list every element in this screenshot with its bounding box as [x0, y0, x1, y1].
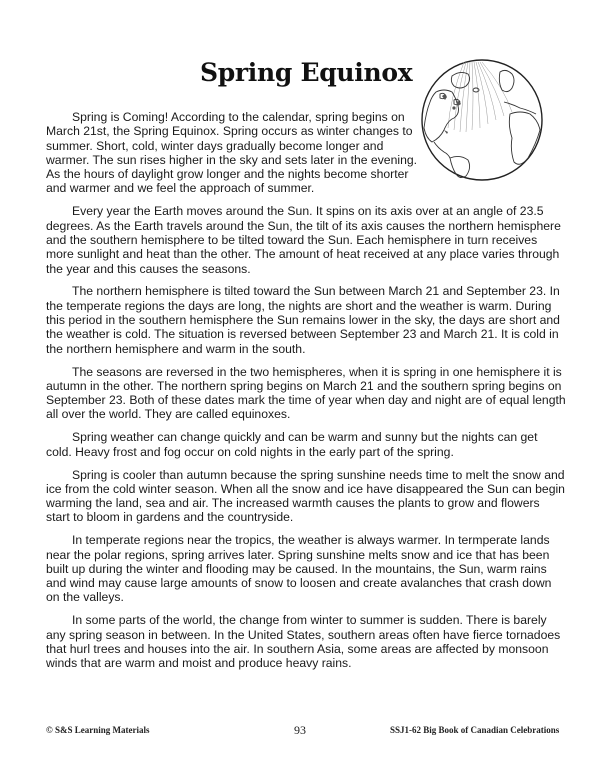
article-body — [46, 110, 566, 679]
paragraph: The northern hemisphere is tilted toward the Sun between March 21 and September 23. In the temperate regions the days are long, the nights are short and the weather is warm. During this period in the southern hemisphere the Sun remains lower in the sky, the days are short and the weather is cold. The situation is reversed between September 23 and March 21. It is cold in the northern hemisphere and warm in the south. — [46, 284, 560, 356]
paragraph: In temperate regions near the tropics, the weather is always warmer. In termperate lands near the polar regions, spring arrives later. Spring sunshine melts snow and ice that has been built up during the winter and flooding may be caused. In the mountains, the Sun, warm rains and wind may cause large amounts of snow to loosen and create avalanches that crash down on the valleys. — [46, 533, 552, 605]
page-number: 93 — [294, 723, 306, 737]
page-footer — [0, 725, 600, 741]
book-title: SSJ1-62 Big Book of Canadian Celebrations — [390, 725, 560, 735]
paragraph: Every year the Earth moves around the Sun. It spins on its axis over at an angle of 23.5 degrees. As the Earth travels around the Sun, the tilt of its axis causes the northern hemisphere and the southern hemisphere to be tilted toward the Sun. Each hemisphere in turn receives more sunlight and heat than the other. The amount of heat received at any place varies through the year and this causes the seasons. — [46, 204, 561, 276]
paragraph: Spring is cooler than autumn because the spring sunshine needs time to melt the snow and ice from the cold winter season. When all the snow and ice have disappeared the Sun can begin warming the land, sea and air. The increased warmth causes the plants to grow and flowers start to bloom in gardens and the countryside. — [46, 467, 565, 525]
paragraph: In some parts of the world, the change from winter to summer is sudden. There is barely any spring season in between. In the United States, southern areas often have fierce tornadoes that hurl trees and houses into the air. In southern Asia, some areas are affected by monsoon winds that are warm and moist and produce heavy rains. — [46, 613, 561, 671]
paragraph: Spring is Coming! According to the calendar, spring begins on March 21st, the Spring Equinox. Spring occurs as winter changes to summer. Short, cold, winter days gradually become longer and warmer. The sun rises higher in the sky and sets later in the evening. As the hours of daylight grow longer and the nights become shorter and warmer and we feel the approach of summer. — [46, 110, 418, 196]
copyright-text: © S&S Learning Materials — [46, 725, 150, 735]
paragraph: The seasons are reversed in the two hemispheres, when it is spring in one hemisphere it is autumn in the other. The northern spring begins on March 21 and the southern spring begins on September 23. Both of these dates mark the time of year when day and night are of equal length all over the world. They are called equinoxes. — [46, 364, 566, 422]
page-title: Spring Equinox — [200, 58, 413, 87]
paragraph: Spring weather can change quickly and can be warm and sunny but the nights can get cold. Heavy frost and fog occur on cold nights in the early part of the spring. — [46, 430, 538, 459]
